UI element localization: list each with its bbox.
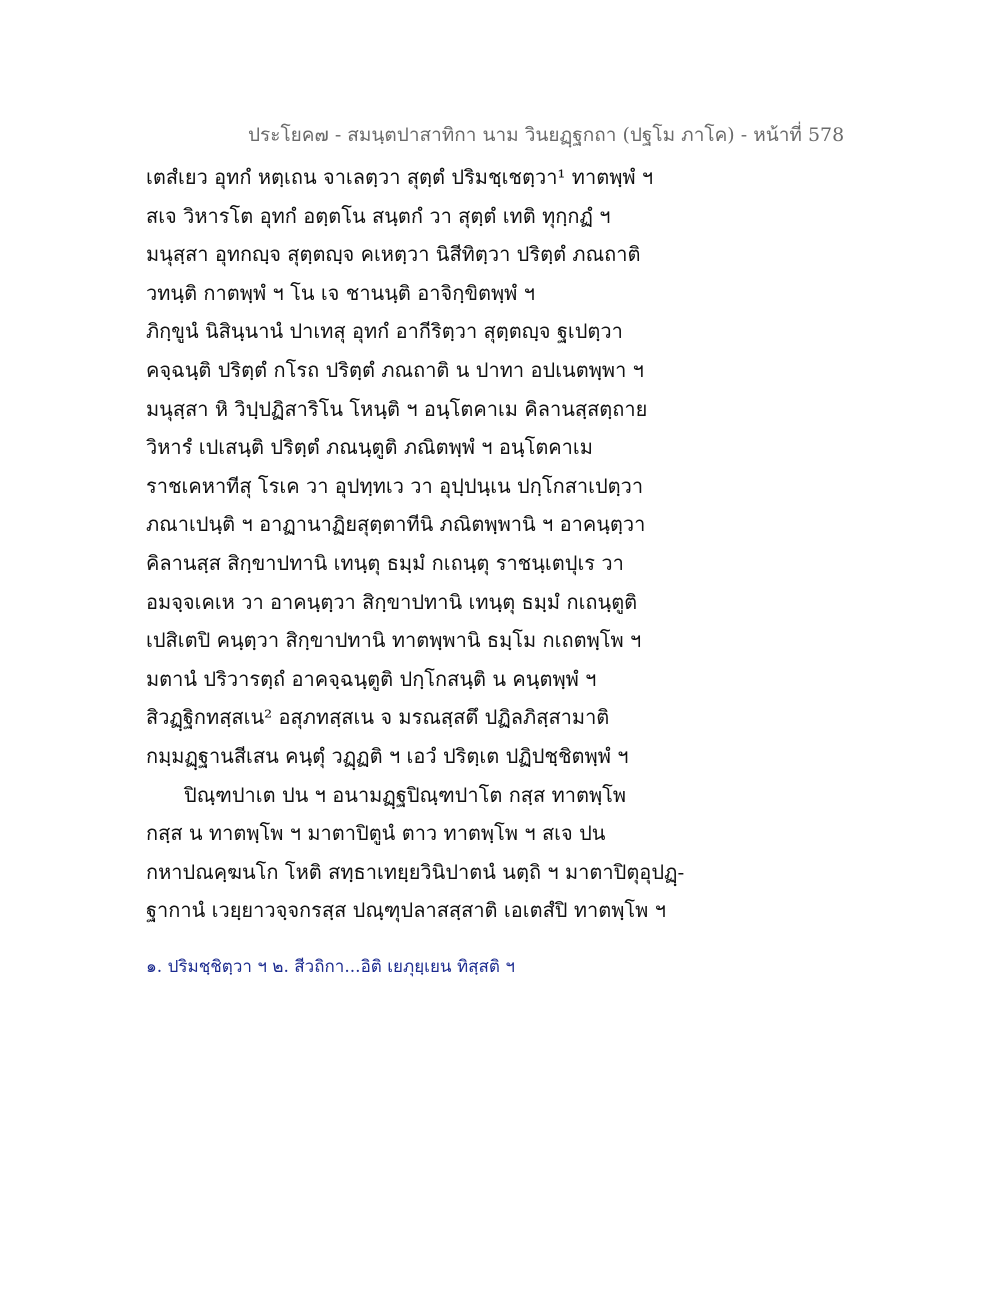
text-line: เปสิเตปิ คนฺตฺวา สิกฺขาปทานิ ทาตพฺพานิ ธมฺโม กเถตพฺโพ ฯ — [146, 628, 642, 653]
text-line: อมจฺจเคเห วา อาคนฺตฺวา สิกฺขาปทานิ เทนฺตุ ธมฺมํ กเถนฺตูติ — [146, 589, 638, 614]
text-line: สเจ วิหารโต อุทกํ อตฺตโน สนฺตกํ วา สุตฺตํ เทติ ทุกฺกฏํ ฯ — [146, 203, 611, 228]
text-line: มนุสฺสา หิ วิปฺปฏิสาริโน โหนฺติ ฯ อนฺโตคาเม คิลานสฺสตฺถาย — [146, 396, 648, 421]
text-line: ภณาเปนฺติ ฯ อาฏานาฏิยสุตฺตาทีนิ ภณิตพฺพานิ ฯ อาคนฺตฺวา — [146, 512, 646, 537]
text-line: คจฺฉนฺติ ปริตฺตํ กโรถ ปริตฺตํ ภณถาติ น ปาทา อปเนตพฺพา ฯ — [146, 357, 644, 382]
text-line: กหาปณคฺฆนโก โหติ สทฺธาเทยฺยวินิปาตนํ นตฺถิ ฯ มาตาปิตุอุปฏฺ- — [146, 859, 685, 884]
text-line: ภิกฺขูนํ นิสินฺนานํ ปาเทสุ อุทกํ อากีริตฺวา สุตฺตญฺจ ฐเปตฺวา — [146, 319, 623, 344]
footnote: ๑. ปริมชฺชิตฺวา ฯ ๒. สีวถิกา...อิติ เยภุยฺเยน ทิสฺสติ ฯ — [146, 957, 515, 977]
paragraph-first-line: ปิณฺฑปาเต ปน ฯ อนามฏฺฐปิณฺฑปาโต กสฺส ทาตพฺโพ — [184, 782, 627, 807]
text-line: ราชเคหาทีสุ โรเค วา อุปทฺทเว วา อุปฺปนฺเน ปกฺโกสาเปตฺวา — [146, 473, 644, 498]
text-line: คิลานสฺส สิกฺขาปทานิ เทนฺตุ ธมฺมํ กเถนฺตุ ราชนฺเตปุเร วา — [146, 550, 624, 575]
text-line: วทนฺติ กาตพฺพํ ฯ โน เจ ชานนฺติ อาจิกฺขิตพฺพํ ฯ — [146, 280, 535, 305]
main-text — [146, 158, 706, 930]
text-line: กสฺส น ทาตพฺโพ ฯ มาตาปิตูนํ ตาว ทาตพฺโพ ฯ สเจ ปน — [146, 821, 606, 846]
text-line: ฐากานํ เวยฺยาวจฺจกรสฺส ปณฺฑุปลาสสฺสาติ เอเตสํปิ ทาตพฺโพ ฯ — [146, 898, 666, 923]
text-line: สิวฏฺฐิกทสฺสเน² อสุภทสฺสเน จ มรณสฺสตึ ปฏิลภิสฺสามาติ — [146, 705, 610, 730]
text-line: มตานํ ปริวารตฺถํ อาคจฺฉนฺตูติ ปกฺโกสนฺติ น คนฺตพฺพํ ฯ — [146, 666, 597, 691]
page-header: ประโยค๗ - สมนฺตปาสาทิกา นาม วินยฏฺฐกถา (ปฐโม ภาโค) - หน้าที่ 578 — [248, 124, 845, 146]
text-line: เตสํเยว อุทกํ หตฺเถน จาเลตฺวา สุตฺตํ ปริมชฺเชตฺวา¹ ทาตพฺพํ ฯ — [146, 165, 654, 189]
text-line: มนุสฺสา อุทกญฺจ สุตฺตญฺจ คเหตฺวา นิสีทิตฺวา ปริตฺตํ ภณถาติ — [146, 242, 641, 267]
text-line: วิหารํ เปเสนฺติ ปริตฺตํ ภณนฺตูติ ภณิตพฺพํ ฯ อนฺโตคาเม — [146, 435, 593, 460]
text-line: กมฺมฏฺฐานสีเสน คนฺตุํ วฏฺฏติ ฯ เอวํ ปริตฺเต ปฏิปชฺชิตพฺพํ ฯ — [146, 743, 629, 768]
